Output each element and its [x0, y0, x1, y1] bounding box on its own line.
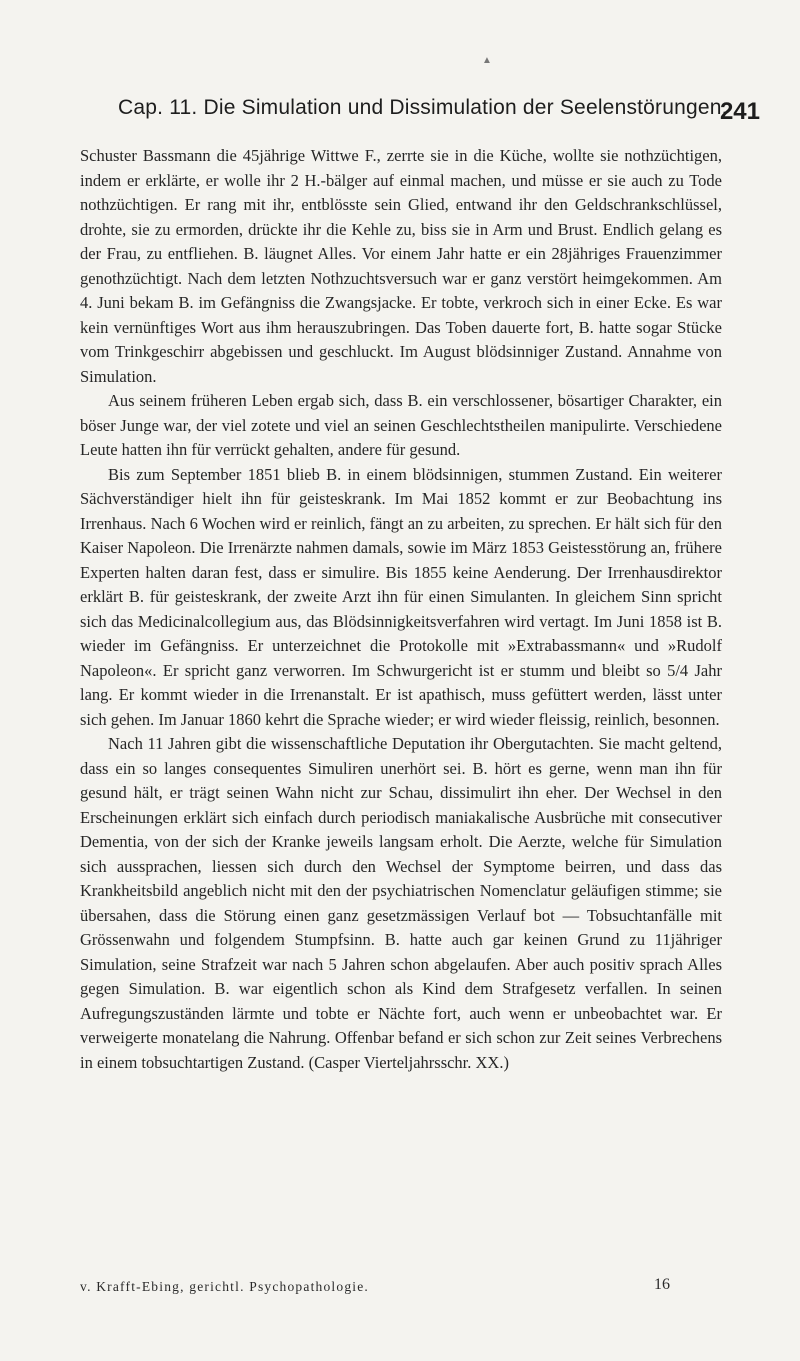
- sheet-number: 16: [654, 1276, 670, 1293]
- signature-line: v. Krafft-Ebing, gerichtl. Psychopathologie.: [80, 1279, 369, 1294]
- running-head: Cap. 11. Die Simulation und Dissimulation der Seelenstörungen.: [118, 96, 728, 119]
- page-number: 241: [719, 98, 760, 125]
- page-header: [118, 96, 760, 136]
- paragraph: Bis zum September 1851 blieb B. in einem blödsinnigen, stummen Zustand. Ein weiterer Sächverständiger hielt ihn für geisteskrank. Im Mai 1852 kommt er zur Beobachtung ins Irrenhaus. Nach 6 Wochen wird er reinlich, fängt an zu arbeiten, zu sprechen. Er hält sich für den Kaiser Napoleon. Die Irrenärzte nahmen damals, sowie im März 1853 Geistesstörung an, frühere Experten halten daran fest, dass er simulire. Bis 1855 keine Aenderung. Der Irrenhausdirektor erklärt B. für geisteskrank, der zweite Arzt ihn für einen Simulanten. In gleichem Sinn spricht sich das Medicinalcollegium aus, das Blödsinnigkeitsverfahren wird vertagt. Im Juni 1858 ist B. wieder im Gefängniss. Er unterzeichnet die Protokolle mit »Extrabassmann« und »Rudolf Napoleon«. Er spricht ganz verworren. Im Schwurgericht ist er stumm und bleibt so 5/4 Jahr lang. Er kommt wieder in die Irrenanstalt. Er ist apathisch, muss gefüttert werden, lässt unter sich gehen. Im Januar 1860 kehrt die Sprache wieder; er wird wieder fleissig, reinlich, besonnen.: [80, 464, 722, 729]
- paragraph: Nach 11 Jahren gibt die wissenschaftliche Deputation ihr Obergutachten. Sie macht geltend, dass ein so langes consequentes Simuliren unerhört sei. B. hört es gerne, wenn man ihn für gesund hält, er trägt seinen Wahn nicht zur Schau, dissimulirt ihn eher. Der Wechsel in den Erscheinungen erklärt sich einfach durch periodisch maniakalische Ausbrüche mit consecutiver Dementia, von der sich der Kranke jeweils langsam erholt. Die Aerzte, welche für Simulation sich aussprachen, liessen sich durch den Wechsel der Symptome beirren, und dass das Krankheitsbild angeblich nicht mit den der psychiatrischen Nomenclatur geläufigen stimme; sie übersahen, dass die Störung einen ganz gesetzmässigen Verlauf bot — Tobsuchtanfälle mit Grössenwahn und folgendem Stumpfsinn. B. hatte auch gar keinen Grund zu 11jähriger Simulation, seine Strafzeit war nach 5 Jahren schon abgelaufen. Aber auch positiv sprach Alles gegen Simulation. B. war eigentlich schon als Kind dem Strafgesetz verfallen. In seinen Aufregungszuständen lärmte und tobte er Nächte fort, auch wenn er unbeobachtet war. Er verweigerte monatelang die Nahrung. Offenbar befand er sich schon zur Zeit seines Verbrechens in einem tobsuchtartigen Zustand. (Casper Vierteljahrsschr. XX.): [80, 734, 722, 1072]
- page-footer: [80, 1276, 680, 1295]
- paragraph: Schuster Bassmann die 45jährige Wittwe F., zerrte sie in die Küche, wollte sie nothzüchtigen, indem er erklärte, er wolle ihr 2 H.-bälger auf einmal machen, und müsse er sie auch zu Tode nothzüchtigen. Er rang mit ihr, entblösste sein Glied, entwand ihr den Geldschrankschlüssel, drohte, sie zu ermorden, drückte ihr die Kehle zu, biss sie in Arm und Brust. Endlich gelang es der Frau, zu entfliehen. B. läugnet Alles. Vor einem Jahr hatte er ein 28jähriges Frauenzimmer genothzüchtigt. Nach dem letzten Nothzuchtsversuch war er ganz verstört heimgekommen. Am 4. Juni bekam B. im Gefängniss die Zwangsjacke. Er tobte, verkroch sich in einer Ecke. Es war kein vernünftiges Wort aus ihm herauszubringen. Das Toben dauerte fort, B. hatte sogar Stücke vom Trinkgeschirr abgebissen und geschluckt. Im August blödsinniger Zustand. Annahme von Simulation.: [80, 146, 722, 386]
- printer-mark: ▲: [482, 55, 492, 66]
- paragraph: Aus seinem früheren Leben ergab sich, dass B. ein verschlossener, bösartiger Charakter, ein böser Junge war, der viel zotete und viel an seinen Geschlechtstheilen manipulirte. Verschiedene Leute hatten ihn für verrückt gehalten, andere für gesund.: [80, 391, 722, 459]
- body-text: [80, 144, 722, 1075]
